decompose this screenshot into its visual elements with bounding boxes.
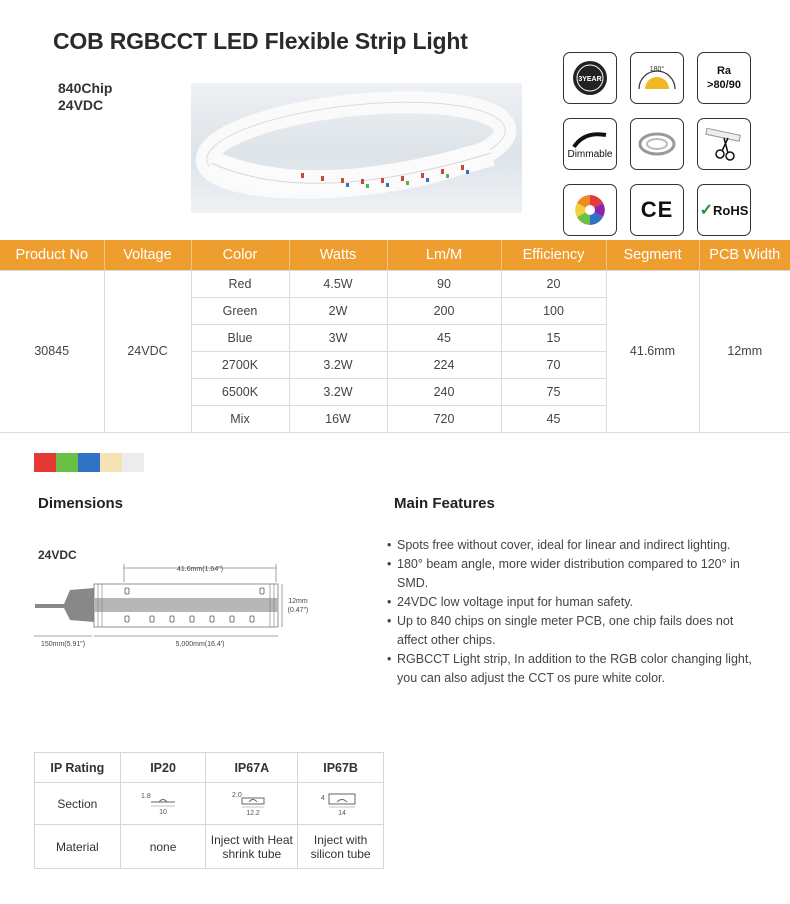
lm-cell: 200 bbox=[387, 297, 501, 324]
chip-info bbox=[58, 80, 112, 114]
section-ip20 bbox=[120, 783, 206, 825]
header-color: Color bbox=[191, 240, 289, 270]
ip-header-row bbox=[35, 753, 384, 783]
ip-section-row bbox=[35, 783, 384, 825]
page-title: COB RGBCCT LED Flexible Strip Light bbox=[53, 28, 468, 54]
spec-table bbox=[0, 240, 790, 433]
table-row bbox=[0, 270, 790, 297]
features-list bbox=[387, 536, 757, 688]
section-ip67b bbox=[298, 783, 384, 825]
swatch-red bbox=[34, 453, 56, 472]
color-cell: Green bbox=[191, 297, 289, 324]
svg-text:2.0: 2.0 bbox=[231, 792, 242, 799]
material-ip67a: Inject with Heat shrink tube bbox=[206, 825, 298, 869]
swatch-green bbox=[56, 453, 78, 472]
svg-text:4: 4 bbox=[320, 795, 325, 802]
dimensions-heading: Dimensions bbox=[38, 495, 124, 512]
swatch-cool bbox=[122, 453, 144, 472]
ip-header-label: IP Rating bbox=[35, 753, 121, 783]
ra-value: >80/90 bbox=[707, 79, 741, 91]
material-ip20: none bbox=[120, 825, 206, 869]
beam-angle-icon bbox=[630, 52, 684, 104]
ip-rating-table bbox=[34, 752, 384, 869]
svg-text:14: 14 bbox=[337, 810, 346, 816]
svg-text:150mm(5.91"): 150mm(5.91") bbox=[40, 641, 86, 648]
warranty-icon bbox=[563, 52, 617, 104]
voltage-cell: 24VDC bbox=[104, 270, 191, 432]
ip-header-ip20: IP20 bbox=[120, 753, 206, 783]
svg-text:5,000mm(16.4'): 5,000mm(16.4') bbox=[175, 641, 225, 648]
efficiency-cell: 75 bbox=[501, 378, 606, 405]
color-cell: Mix bbox=[191, 405, 289, 432]
header-watts: Watts bbox=[289, 240, 387, 270]
reel-icon bbox=[630, 118, 684, 170]
efficiency-cell: 100 bbox=[501, 297, 606, 324]
efficiency-cell: 20 bbox=[501, 270, 606, 297]
svg-text:12.2: 12.2 bbox=[246, 810, 260, 816]
segment-cell: 41.6mm bbox=[606, 270, 699, 432]
list-item: • Up to 840 chips on single meter PCB, one chip fails does not affect other chips. bbox=[387, 612, 757, 650]
cut-icon bbox=[697, 118, 751, 170]
watts-cell: 16W bbox=[289, 405, 387, 432]
svg-text:1.8: 1.8 bbox=[141, 793, 151, 800]
material-label: Material bbox=[35, 825, 121, 869]
chip-count: 840Chip bbox=[58, 80, 113, 96]
lm-cell: 720 bbox=[387, 405, 501, 432]
watts-cell: 3.2W bbox=[289, 351, 387, 378]
efficiency-cell: 70 bbox=[501, 351, 606, 378]
svg-text:10: 10 bbox=[159, 809, 167, 816]
dimensions-voltage: 24VDC bbox=[38, 548, 77, 562]
ce-label: CE bbox=[640, 197, 674, 222]
header-lm: Lm/M bbox=[387, 240, 501, 270]
watts-cell: 4.5W bbox=[289, 270, 387, 297]
svg-text:3YEAR: 3YEAR bbox=[578, 76, 602, 83]
color-cell: 6500K bbox=[191, 378, 289, 405]
header-pcb-width: PCB Width bbox=[699, 240, 790, 270]
color-cell: Red bbox=[191, 270, 289, 297]
list-item: • Spots free without cover, ideal for linear and indirect lighting. bbox=[387, 536, 757, 555]
features-heading: Main Features bbox=[394, 495, 495, 512]
watts-cell: 3.2W bbox=[289, 378, 387, 405]
rohs-icon bbox=[697, 184, 751, 236]
svg-text:180°: 180° bbox=[649, 66, 665, 73]
color-cell: 2700K bbox=[191, 351, 289, 378]
color-swatches bbox=[34, 453, 144, 472]
lm-cell: 224 bbox=[387, 351, 501, 378]
lm-cell: 45 bbox=[387, 324, 501, 351]
dimmable-icon bbox=[563, 118, 617, 170]
header-segment: Segment bbox=[606, 240, 699, 270]
list-item: • RGBCCT Light strip, In addition to the RGB color changing light, you can also adjust the CCT os pure white color. bbox=[387, 650, 757, 688]
spec-header-row bbox=[0, 240, 790, 270]
ip-material-row bbox=[35, 825, 384, 869]
efficiency-cell: 45 bbox=[501, 405, 606, 432]
list-item: • 24VDC low voltage input for human safety. bbox=[387, 593, 757, 612]
rgb-icon bbox=[563, 184, 617, 236]
dimensions-drawing bbox=[30, 560, 320, 655]
efficiency-cell: 15 bbox=[501, 324, 606, 351]
ra-icon bbox=[697, 52, 751, 104]
swatch-blue bbox=[78, 453, 100, 472]
rohs-label: ✓RoHS bbox=[699, 202, 749, 219]
svg-text:12mm: 12mm bbox=[288, 598, 308, 605]
header-efficiency: Efficiency bbox=[501, 240, 606, 270]
ip-header-ip67a: IP67A bbox=[206, 753, 298, 783]
pcb-width-cell: 12mm bbox=[699, 270, 790, 432]
product-no-cell: 30845 bbox=[0, 270, 104, 432]
ra-label: Ra bbox=[716, 65, 732, 77]
material-ip67b: Inject with silicon tube bbox=[298, 825, 384, 869]
section-ip67a bbox=[206, 783, 298, 825]
chip-voltage: 24VDC bbox=[58, 97, 104, 113]
header-product-no: Product No bbox=[0, 240, 104, 270]
product-photo bbox=[191, 83, 522, 213]
watts-cell: 2W bbox=[289, 297, 387, 324]
header-voltage: Voltage bbox=[104, 240, 191, 270]
list-item: • 180° beam angle, more wider distribution compared to 120° in SMD. bbox=[387, 555, 757, 593]
section-label: Section bbox=[35, 783, 121, 825]
lm-cell: 240 bbox=[387, 378, 501, 405]
feature-icons bbox=[563, 52, 751, 236]
ip-header-ip67b: IP67B bbox=[298, 753, 384, 783]
color-cell: Blue bbox=[191, 324, 289, 351]
dimmable-label: Dimmable bbox=[567, 148, 613, 160]
lm-cell: 90 bbox=[387, 270, 501, 297]
ce-icon bbox=[630, 184, 684, 236]
watts-cell: 3W bbox=[289, 324, 387, 351]
svg-text:41.6mm(1.64"): 41.6mm(1.64") bbox=[176, 566, 224, 573]
svg-text:(0.47"): (0.47") bbox=[287, 607, 309, 614]
swatch-warm bbox=[100, 453, 122, 472]
